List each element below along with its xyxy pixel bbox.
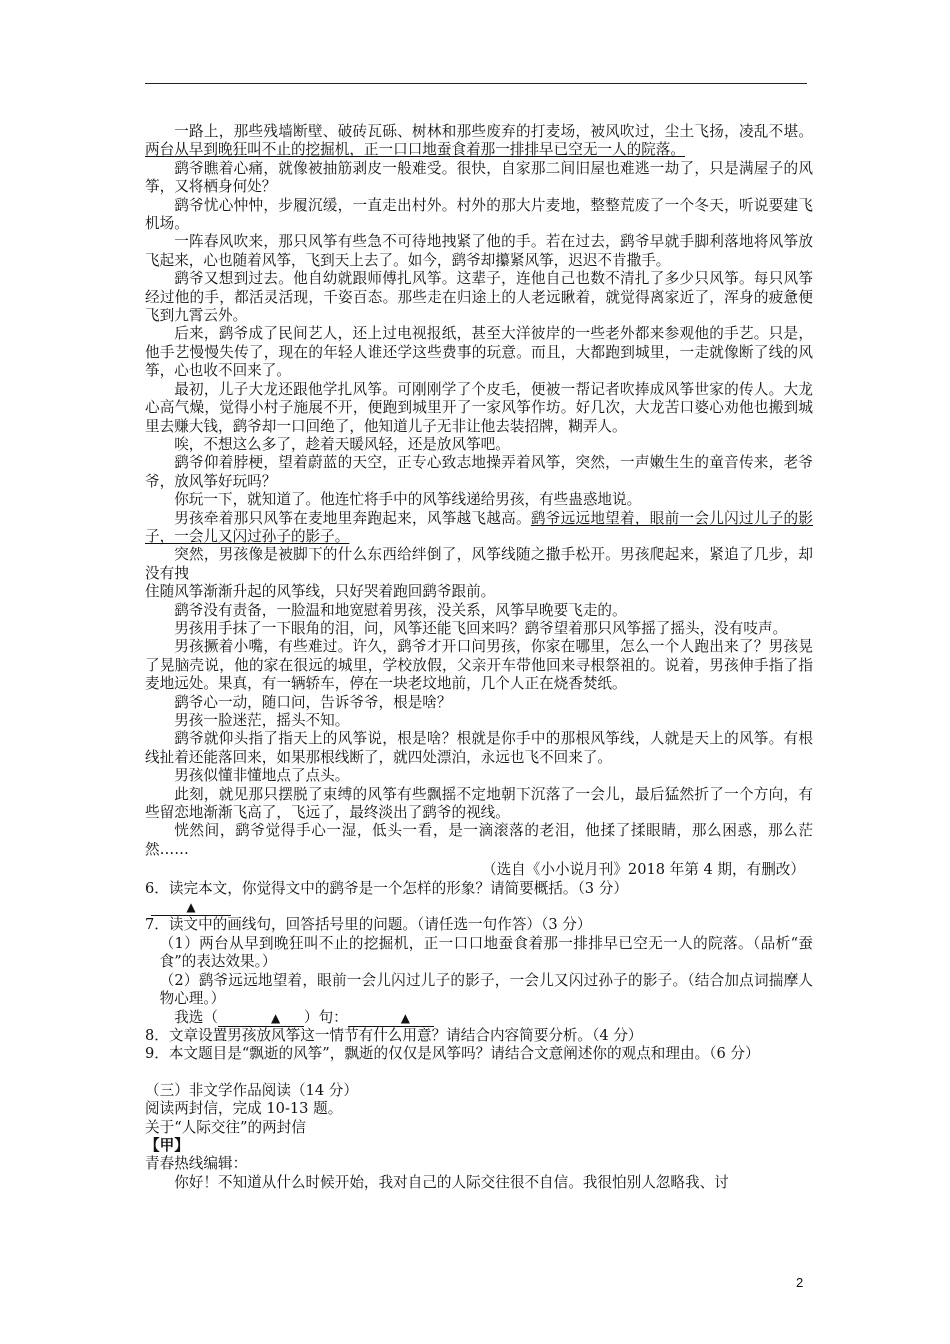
letters-title: 关于“人际交往”的两封信 — [145, 1118, 306, 1136]
section-instruction: 阅读两封信，完成 10-13 题。 — [145, 1100, 343, 1118]
story-paragraph: 男孩撅着小嘴，有些难过。许久，鹞爷才开口问男孩，你家在哪里，怎么一个人跑出来了？男孩晃了晃脑壳说，他的家在很远的城里，学校放假，父亲开车带他回来寻根祭祖的。说着，男孩伸手指了指麦地远处。果真，有一辆轿车，停在一块老坟地前，几个人正在烧香焚纸。 — [145, 638, 813, 693]
story-paragraph: 鹞爷仰着脖梗，望着蔚蓝的天空，正专心致志地操弄着风筝，突然，一声嫩生生的童音传来，老爷爷，放风筝好玩吗？ — [145, 454, 813, 490]
story-paragraph — [145, 510, 813, 547]
story-paragraph: 鹞爷就仰头指了指天上的风筝说，根是啥？根就是你手中的那根风筝线，人就是天上的风筝。有根线扯着还能落回来，如果那根线断了，就四处漂泊，永远也飞不回来了。 — [145, 730, 813, 766]
story-paragraph: 男孩一脸迷茫，摇头不知。 — [174, 712, 350, 729]
story-paragraph: 唉，不想这么多了，趁着天暖风轻，还是放风筝吧。 — [174, 435, 510, 453]
letter-salutation: 青春热线编辑： — [145, 1155, 248, 1173]
question-7-choice — [145, 1009, 813, 1027]
story-paragraph: 恍然间，鹞爷觉得手心一湿，低头一看，是一滴滚落的老泪，他揉了揉眼睛，那么困惑，那么茫然…… — [145, 822, 813, 858]
letter-body: 你好！不知道从什么时候开始，我对自己的人际交往很不自信。我很怕别人忽略我、讨 — [174, 1173, 729, 1191]
triangle-icon: ▲ — [400, 1010, 410, 1025]
question-7: 7．读文中的画线句，回答括号里的问题。（请任选一句作答）（3 分） — [145, 916, 592, 934]
page-content — [145, 123, 813, 1192]
question-8: 8．文章设置男孩放风筝这一情节有什么用意？请结合内容简要分析。（4 分） — [145, 1026, 643, 1044]
triangle-icon: ▲ — [270, 1010, 281, 1025]
story-paragraph: 最初，儿子大龙还跟他学扎风筝。可刚刚学了个皮毛，便被一帮记者吹捧成风筝世家的传人。大龙心高气燥，觉得小村子施展不开，便跑到城里开了一家风筝作坊。好几次，大龙苦口婆心劝他也搬到城里去赚大钱，鹞爷却一口回绝了，他知道儿子无非让他去装招牌，糊弄人。 — [145, 380, 813, 435]
story-paragraph: 鹞爷瞧着心痛，就像被抽筋剥皮一般难受。很快，自家那二间旧屋也难逃一劫了，只是满屋子的风筝，又将栖身何处？ — [145, 159, 813, 196]
answer-blank[interactable] — [348, 1010, 434, 1027]
choice-label: 我选（ — [174, 1008, 218, 1026]
section-heading: （三）非文学作品阅读（14 分） — [145, 1081, 358, 1099]
story-paragraph: 突然，男孩像是被脚下的什么东西给绊倒了，风筝线随之撒手松开。男孩爬起来，紧追了几步，却没有拽 — [145, 546, 813, 582]
story-paragraph — [145, 123, 813, 160]
answer-blank[interactable] — [151, 899, 231, 916]
paragraph-text: 男孩牵着那只风筝在麦地里奔跑起来，风筝越飞越高。 — [174, 509, 531, 527]
question-7-option-1: （1）两台从早到晚狂叫不止的挖掘机，正一口口地蚕食着那一排排早已空无一人的院落。（品析“蚕食”的表达效果。） — [159, 934, 813, 971]
story-paragraph: 鹞爷没有责备，一脸温和地宽慰着男孩，没关系，风筝早晚要飞走的。 — [174, 601, 627, 619]
triangle-icon: ▲ — [186, 900, 196, 915]
story-paragraph: 一阵春风吹来，那只风筝有些急不可待地拽紧了他的手。若在过去，鹞爷早就手脚利落地将风筝放飞起来，心也随着风筝，飞到天上去了。如今，鹞爷却攥紧风筝，迟迟不肯撒手。 — [145, 233, 813, 269]
source-citation: （选自《小小说月刊》2018 年第 4 期，有删改） — [481, 861, 805, 879]
question-7-option-2: （2）鹞爷远远地望着，眼前一会儿闪过儿子的影子，一会儿又闪过孙子的影子。（结合加点词揣摩人物心理。） — [159, 971, 813, 1008]
story-paragraph: 男孩似懂非懂地点了点头。 — [174, 767, 350, 785]
choice-blank[interactable] — [218, 1010, 304, 1027]
answer-line — [145, 898, 813, 916]
story-paragraph: 后来，鹞爷成了民间艺人，还上过电视报纸，甚至大洋彼岸的一些老外都来参观他的手艺。只是，他手艺慢慢失传了，现在的年轻人谁还学这些费事的玩意。而且，大都跑到城里，一走就像断了线的风筝，心也收不回来了。 — [145, 325, 813, 380]
underlined-sentence-1: 两台从早到晚狂叫不止的挖掘机，正一口口地蚕食着那一排排早已空无一人的院落。 — [145, 141, 685, 159]
story-paragraph: 男孩用手抹了一下眼角的泪，问，风筝还能飞回来吗？鹞爷望着那只风筝摇了摇头，没有吱声。 — [174, 619, 788, 637]
story-paragraph: 此刻，就见那只摆脱了束缚的风筝有些飘摇不定地朝下沉落了一会儿，最后猛然折了一个方向，有些留恋地渐渐飞高了，飞远了，最终淡出了鹞爷的视线。 — [145, 785, 813, 822]
question-6: 6．读完本文，你觉得文中的鹞爷是一个怎样的形象？请简要概括。（3 分） — [145, 879, 628, 897]
story-paragraph-continued: 住随风筝渐渐升起的风筝线，只好哭着跑回鹞爷跟前。 — [145, 583, 496, 601]
page-number: 2 — [796, 1275, 804, 1290]
choice-label-end: ）句： — [303, 1008, 348, 1026]
story-paragraph: 鹞爷又想到过去。他自幼就跟师傅扎风筝。这辈子，连他自己也数不清扎了多少只风筝。每只风筝经过他的手，都活灵活现，千姿百态。那些走在归途上的人老远瞅着，就觉得离家近了，浑身的疲惫便飞到九霄云外。 — [145, 270, 813, 325]
story-paragraph: 你玩一下，就知道了。他连忙将手中的风筝线递给男孩，有些蛊惑地说。 — [174, 491, 642, 509]
question-9: 9．本文题目是“飘逝的风筝”，飘逝的仅仅是风筝吗？请结合文意阐述你的观点和理由。（6 分） — [145, 1045, 760, 1063]
story-paragraph: 鹞爷心一动，随口问，告诉爷爷，根是啥？ — [174, 693, 452, 711]
paragraph-text: 一路上，那些残墙断壁、破砖瓦砾、树林和那些废弃的打麦场，被风吹过，尘土飞扬，凌乱不堪。 — [174, 123, 813, 140]
letter-label: 【甲】 — [145, 1136, 189, 1154]
header-rule — [145, 83, 807, 84]
story-paragraph: 鹞爷忧心忡忡，步履沉缓，一直走出村外。村外的那大片麦地，整整荒废了一个冬天，听说要建飞机场。 — [145, 196, 813, 233]
underlined-sentence-2: 鹞爷远远地望着，眼前一会儿闪过儿子的影子，一会儿又闪过孙子的影子。 — [145, 509, 813, 545]
